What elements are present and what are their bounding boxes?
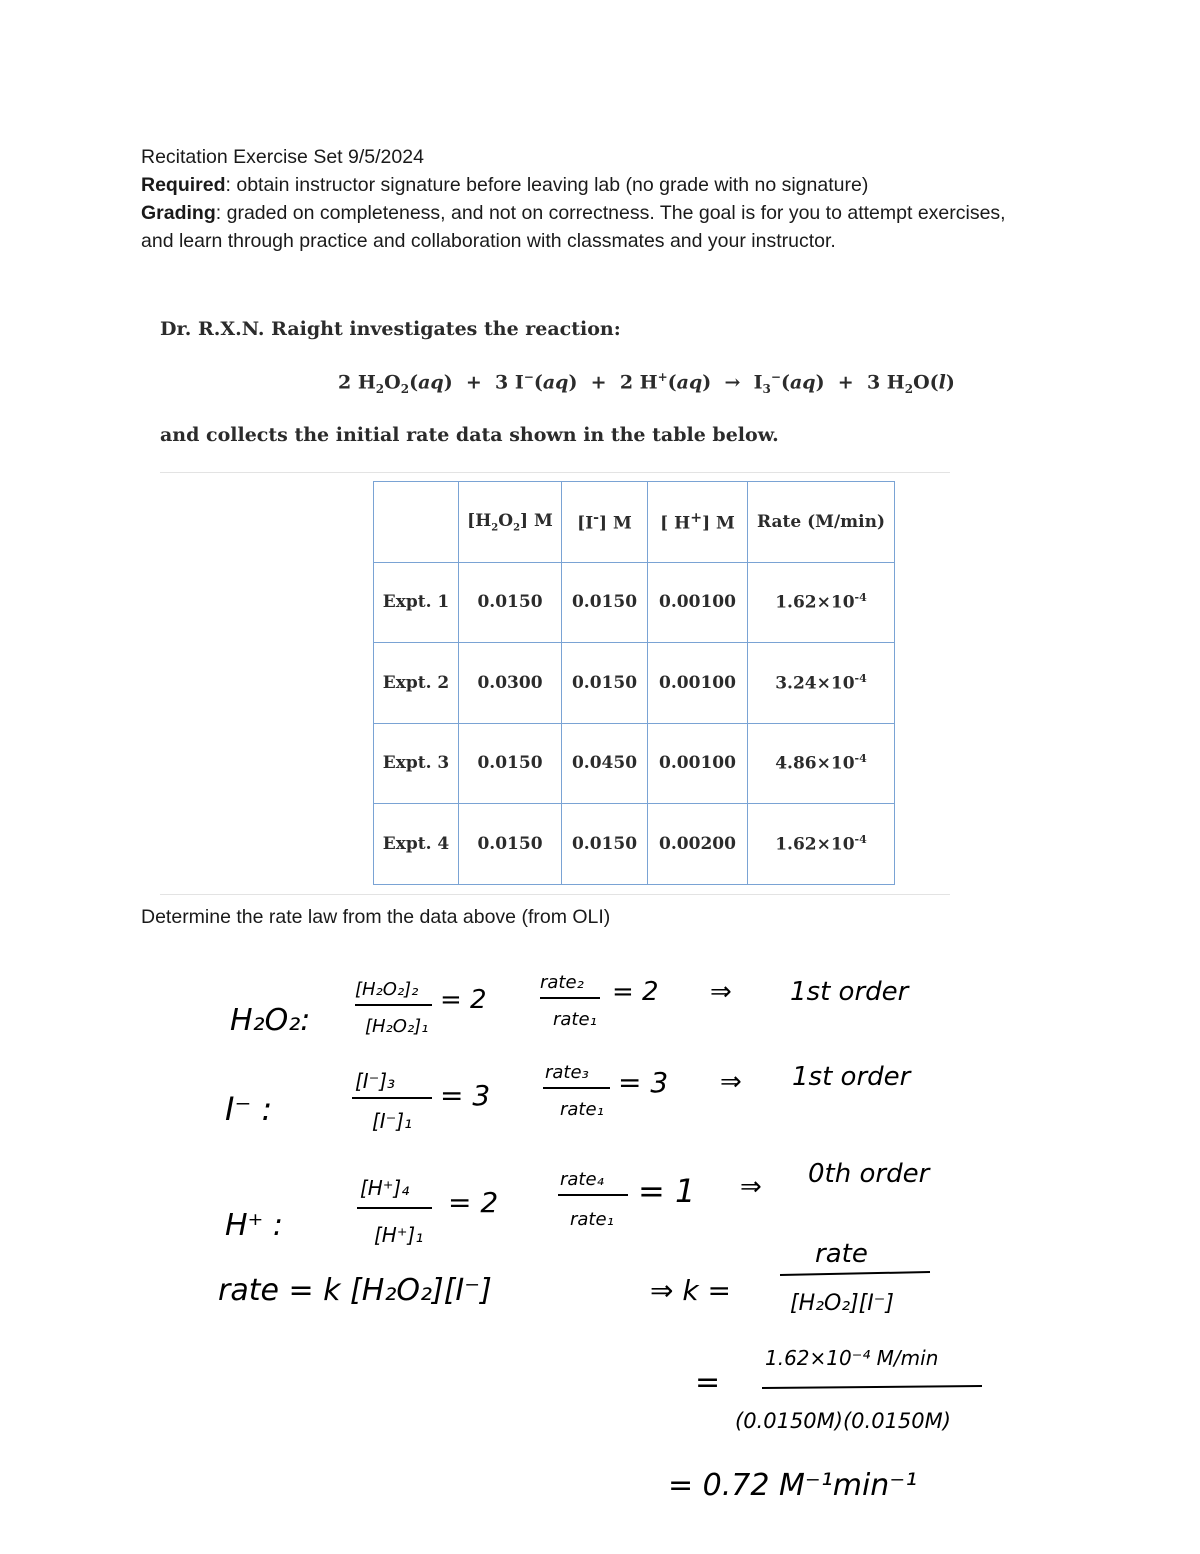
table-header-h2o2: $[H_2O_2]$ M <box>459 482 562 563</box>
row-label: Expt. 2 <box>374 643 459 724</box>
cell-rate: $1.62\times 10^{-4}$ <box>748 804 895 885</box>
table-row <box>374 723 895 804</box>
cell-hplus: 0.00200 <box>648 804 748 885</box>
table-header-hplus: [ H+] M <box>648 482 748 563</box>
grading-label: Grading <box>141 202 216 224</box>
cell-rate: $1.62\times 10^{-4}$ <box>748 562 895 643</box>
hw-k-num2: 1.62×10⁻⁴ M/min <box>765 1346 939 1370</box>
required-text: : obtain instructor signature before leaving lab (no grade with no signature) <box>225 174 869 196</box>
reaction-equation: 2 $H_2O_2(aq) + 3$ I−(aq) + 2 $H^+(aq) \to I_3^-(aq) + 3$ $H_2O(l)$ <box>338 370 955 397</box>
hw-iodide-label: I⁻ : <box>225 1090 273 1128</box>
handwritten-work <box>0 950 1200 1530</box>
cell-h2o2: 0.0150 <box>459 562 562 643</box>
table-header-iodide: [I-] M <box>562 482 648 563</box>
hw-k-den2: (0.0150M)(0.0150M) <box>735 1409 951 1433</box>
hw-fraction-bar <box>780 1272 930 1275</box>
hw-arrow-1: ⇒ <box>710 977 732 1007</box>
hw-rate2-num: rate₂ <box>540 972 584 993</box>
cell-iodide: 0.0150 <box>562 562 648 643</box>
table-header-empty <box>374 482 459 563</box>
hw-hplus-den: [H⁺]₁ <box>374 1223 424 1247</box>
hw-iodide-order: 1st order <box>792 1062 911 1092</box>
exercise-header <box>141 143 1041 255</box>
cell-rate: $3.24\times 10^{-4}$ <box>748 643 895 724</box>
cell-iodide: 0.0150 <box>562 643 648 724</box>
cell-h2o2: 0.0150 <box>459 804 562 885</box>
hw-rate2-den: rate₁ <box>553 1009 597 1030</box>
cell-rate: $4.86\times 10^{-4}$ <box>748 723 895 804</box>
cell-hplus: 0.00100 <box>648 643 748 724</box>
hw-rate3-ratio: = 3 <box>618 1066 669 1099</box>
table-row <box>374 643 895 724</box>
cell-h2o2: 0.0150 <box>459 723 562 804</box>
hw-h2o2-order: 1st order <box>790 977 909 1007</box>
divider-top <box>160 472 950 473</box>
hw-rate2-ratio: = 2 <box>612 977 659 1007</box>
question-text: Determine the rate law from the data above (from OLI) <box>141 906 611 928</box>
row-label: Expt. 4 <box>374 804 459 885</box>
hw-k-result: = 0.72 M⁻¹min⁻¹ <box>668 1468 918 1503</box>
hw-rate3-num: rate₃ <box>545 1062 589 1083</box>
cell-hplus: 0.00100 <box>648 562 748 643</box>
hw-h2o2-den: [H₂O₂]₁ <box>365 1016 429 1037</box>
hw-rate4-den: rate₁ <box>570 1209 614 1230</box>
table-row <box>374 562 895 643</box>
row-label: Expt. 1 <box>374 562 459 643</box>
hw-hplus-label: H⁺ : <box>225 1208 284 1243</box>
problem-collects: and collects the initial rate data shown in the table below. <box>160 424 779 446</box>
hw-h2o2-label: H₂O₂: <box>230 1003 311 1038</box>
hw-fraction-bar <box>762 1386 982 1388</box>
hw-rate3-den: rate₁ <box>560 1099 604 1120</box>
hw-k-den: [H₂O₂][I⁻] <box>790 1291 894 1316</box>
hw-h2o2-num: [H₂O₂]₂ <box>355 979 419 1000</box>
grading-text: : graded on completeness, and not on correctness. The goal is for you to attempt exercises, and learn through practice and collaboration with classmates and your instructor. <box>141 202 1006 252</box>
hw-arrow-2: ⇒ <box>720 1067 742 1097</box>
hw-iodide-ratio: = 3 <box>440 1079 491 1112</box>
table-row <box>374 804 895 885</box>
table-header-row <box>374 482 895 563</box>
cell-iodide: 0.0150 <box>562 804 648 885</box>
required-line <box>141 171 1041 199</box>
row-label: Expt. 3 <box>374 723 459 804</box>
hw-iodide-den: [I⁻]₁ <box>372 1109 413 1133</box>
hw-rate-law: rate = k [H₂O₂][I⁻] <box>218 1273 492 1308</box>
rate-data-table <box>373 481 895 885</box>
grading-line <box>141 199 1041 255</box>
hw-hplus-ratio: = 2 <box>448 1186 499 1219</box>
hw-arrow-3: ⇒ <box>740 1172 762 1202</box>
hw-hplus-num: [H⁺]₄ <box>360 1176 410 1200</box>
table-header-rate: Rate (M/min) <box>748 482 895 563</box>
hw-equals: = <box>695 1365 721 1400</box>
problem-intro: Dr. R.X.N. Raight investigates the reaction: <box>160 318 621 340</box>
hw-k-num: rate <box>815 1239 868 1269</box>
required-label: Required <box>141 174 226 196</box>
hw-k-eq: ⇒ k = <box>650 1274 731 1307</box>
hw-rate4-ratio: = 1 <box>638 1172 696 1210</box>
hw-rate4-num: rate₄ <box>560 1169 604 1190</box>
divider-bottom <box>160 894 950 895</box>
cell-iodide: 0.0450 <box>562 723 648 804</box>
hw-hplus-order: 0th order <box>808 1159 930 1189</box>
exercise-title: Recitation Exercise Set 9/5/2024 <box>141 146 424 168</box>
cell-hplus: 0.00100 <box>648 723 748 804</box>
hw-iodide-num: [I⁻]₃ <box>355 1069 396 1093</box>
cell-h2o2: 0.0300 <box>459 643 562 724</box>
hw-h2o2-ratio: = 2 <box>440 985 487 1015</box>
